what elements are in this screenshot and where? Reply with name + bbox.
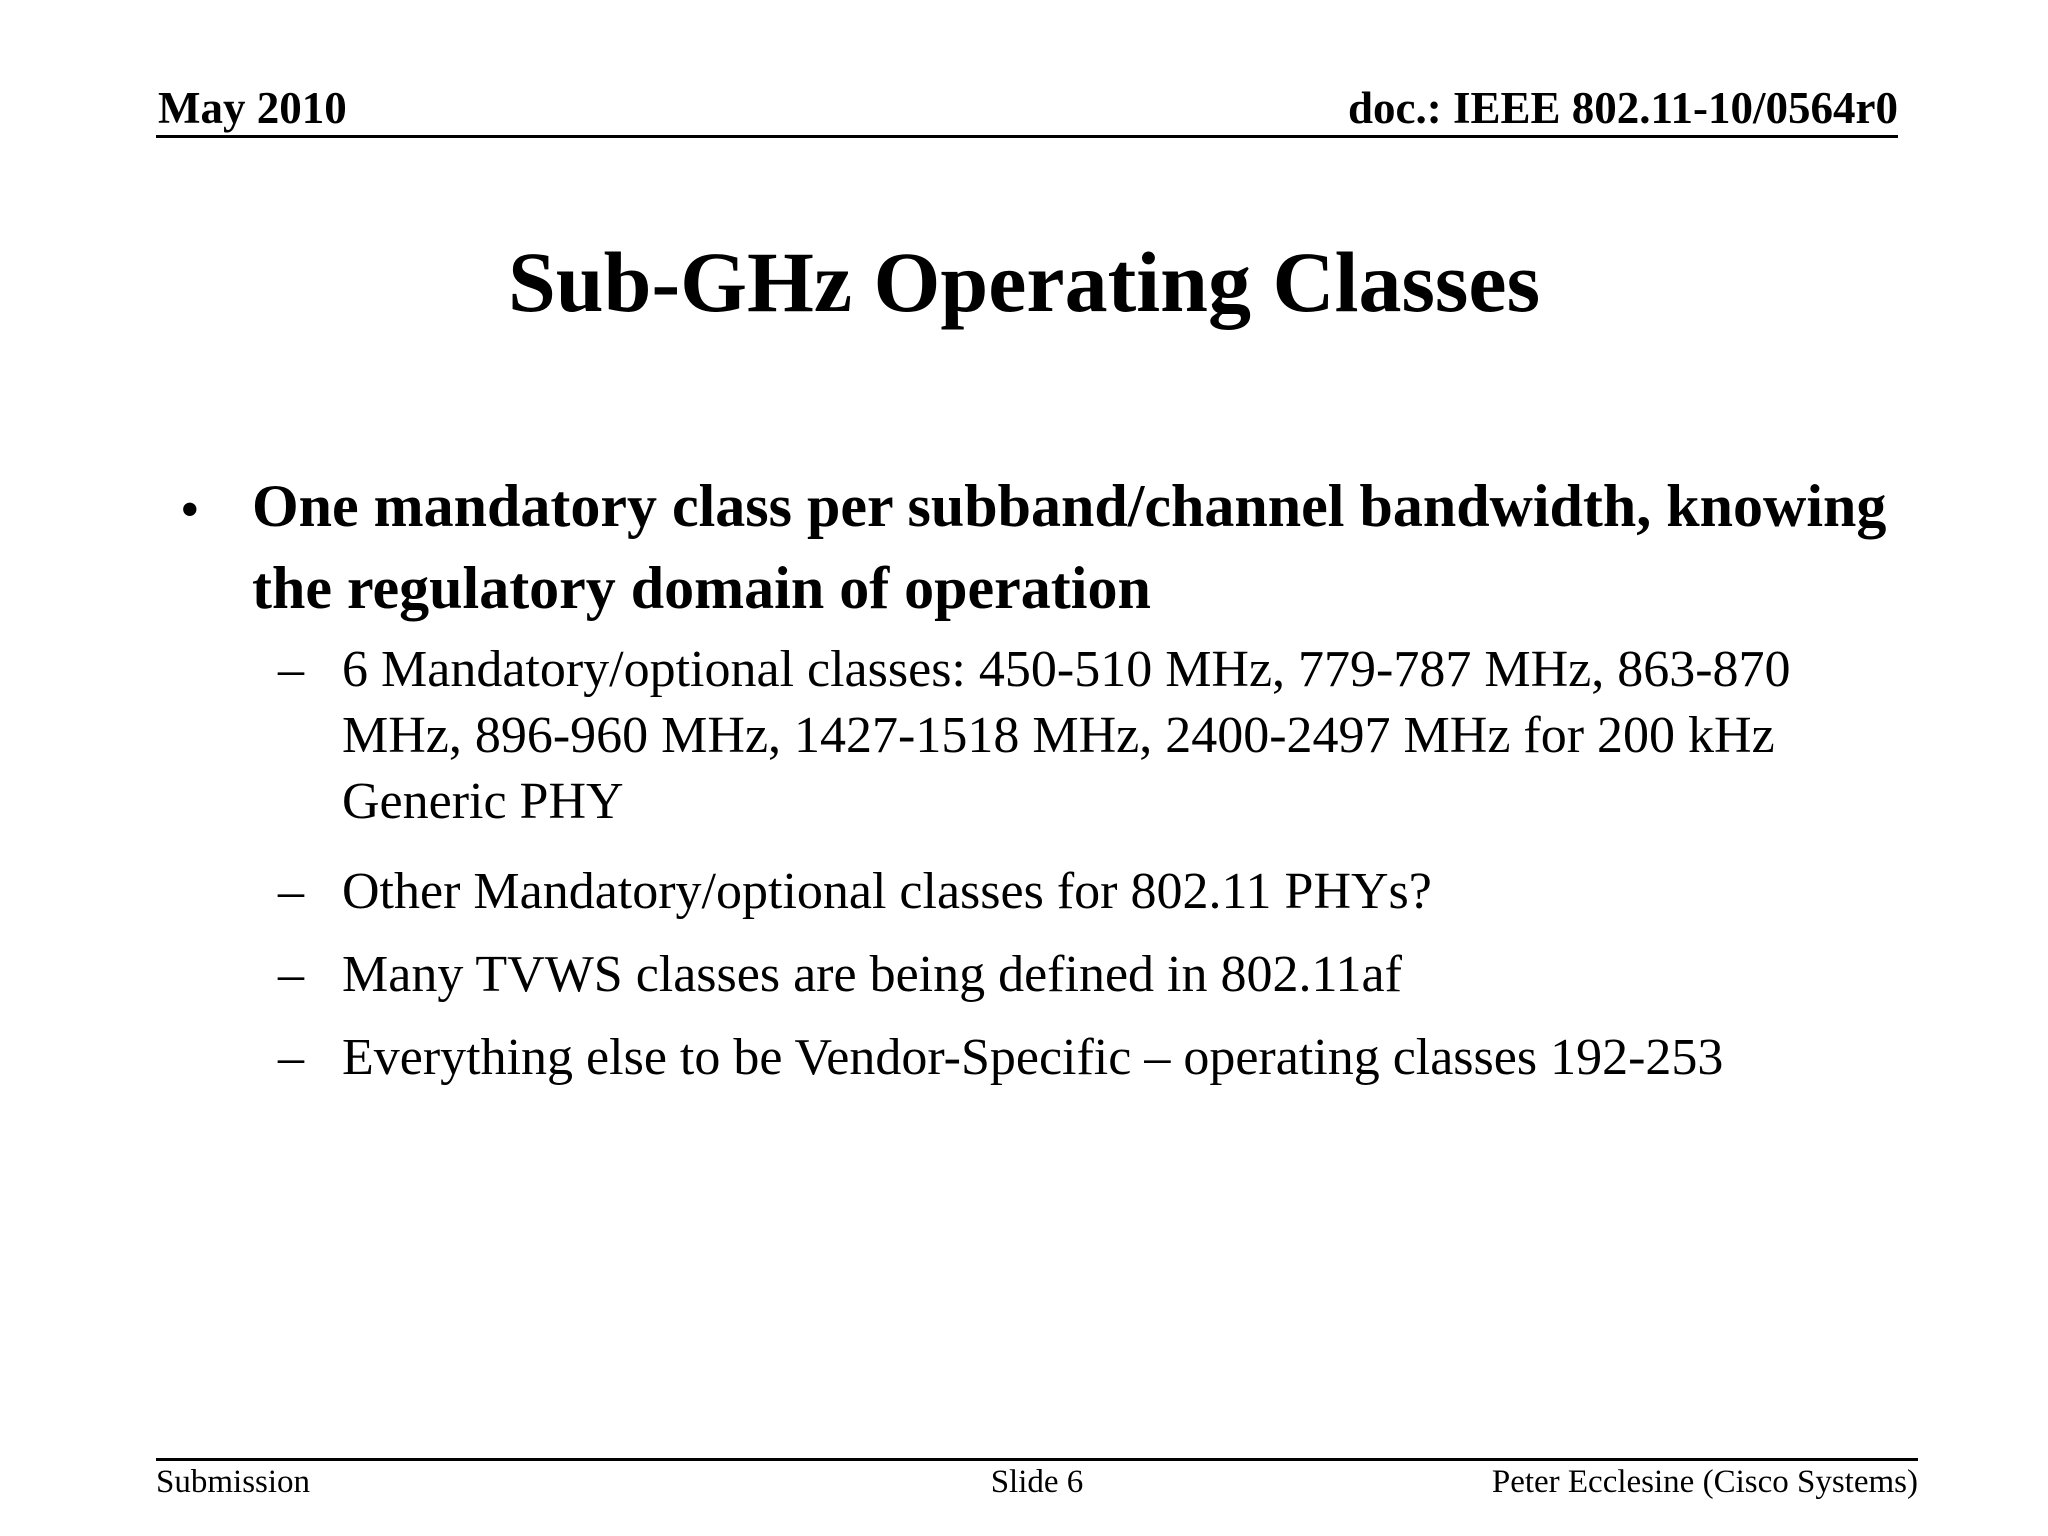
sub-bullet-text: Everything else to be Vendor-Specific – operating classes 192-253 [342, 1029, 1724, 1086]
slide-title: Sub-GHz Operating Classes [507, 234, 1541, 330]
sub-bullet-marker: – [278, 863, 304, 920]
bullet-main: One mandatory class per subband/channel bandwidth, knowing the regulatory domain of operation [252, 473, 1887, 621]
footer-slide-number: Slide 6 [990, 1464, 1084, 1500]
sub-bullet-text: Many TVWS classes are being defined in 802.11af [342, 946, 1402, 1003]
sub-bullet-marker: – [278, 1029, 304, 1086]
footer-submission: Submission [156, 1464, 311, 1500]
footer-author: Peter Ecclesine (Cisco Systems) [1491, 1464, 1918, 1500]
sub-bullet-marker: – [278, 946, 304, 1003]
header-date: May 2010 [158, 83, 347, 133]
bullet-marker: • [180, 479, 200, 541]
sub-bullet-text: Other Mandatory/optional classes for 802.11 PHYs? [342, 863, 1432, 920]
header-doc-id: doc.: IEEE 802.11-10/0564r0 [1347, 83, 1898, 133]
header-divider [156, 135, 1898, 138]
sub-bullet-marker: – [278, 641, 304, 698]
sub-bullet-text: 6 Mandatory/optional classes: 450-510 MHz, 779-787 MHz, 863-870 MHz, 896-960 MHz, 1427-1518 MHz, 2400-2497 MHz for 200 kHz Generic PHY [342, 641, 1791, 830]
